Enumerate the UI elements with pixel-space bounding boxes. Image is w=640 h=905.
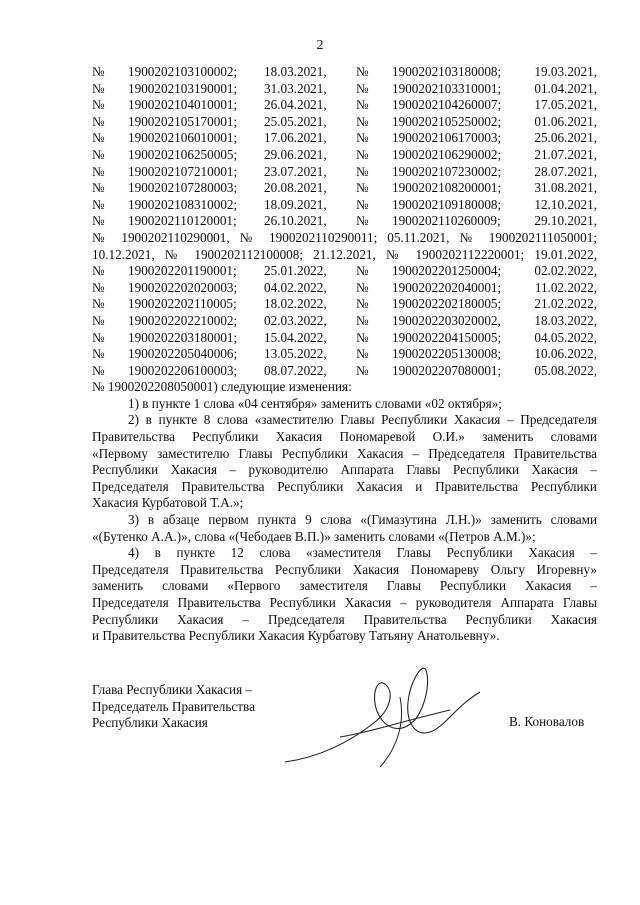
registry-row [92, 346, 597, 363]
signatory-title [92, 682, 255, 732]
registry-cell: 1900202202180005; [392, 296, 502, 312]
registry-cell: 23.07.2021, [264, 163, 327, 179]
registry-cell: 29.10.2021, [534, 213, 597, 229]
item-4-line: Председателя Правительства Республики Хакасия Пономареву Ольгу Игоревну» [92, 561, 597, 577]
tail-line: № 1900202208050001) следующие изменения: [92, 379, 352, 395]
registry-cell: № [356, 113, 369, 129]
item-2-line: Председателя Правительства Республики Хакасия и Правительства Республики [92, 478, 597, 494]
registry-cell: № [92, 113, 105, 129]
registry-cell: № [92, 80, 105, 96]
registry-cell: 26.10.2021, [264, 213, 327, 229]
registry-row [92, 296, 597, 313]
registry-row [92, 263, 597, 280]
registry-row [92, 114, 597, 131]
registry-row [92, 213, 597, 230]
registry-cell: 1900202207080001; [392, 362, 502, 378]
registry-cell: № [356, 130, 369, 146]
item-2-line: Республики Хакасия – руководителю Аппарата Главы Республики Хакасия – [92, 462, 597, 478]
registry-cell: 29.06.2021, [264, 146, 327, 162]
registry-cell: 02.02.2022, [534, 263, 597, 279]
registry-cell: 02.03.2022, [264, 312, 327, 328]
item-4-line: Председателя Правительства Республики Хакасия – руководителя Аппарата Главы [92, 595, 597, 610]
registry-cell: 1900202108310002; [128, 196, 238, 212]
item-2-line: «Первому заместителю Главы Республики Хакасия – Председателя Правительства [92, 445, 597, 461]
registry-row [92, 197, 597, 214]
signatory-title-line: Республики Хакасия [92, 715, 208, 731]
registry-cell: 1900202205040006; [128, 346, 238, 362]
registry-cell: 17.06.2021, [264, 130, 327, 146]
registry-cell: 21.02.2022, [534, 296, 597, 312]
registry-table-part1 [92, 64, 597, 230]
registry-cell: 28.07.2021, [534, 163, 597, 179]
item-3-line: 3) в абзаце первом пункта 9 слова «(Гимазутина Л.Н.)» заменить словами [128, 512, 597, 528]
registry-cell: 1900202202040001; [392, 279, 502, 295]
registry-cell: 12.10.2021, [534, 196, 597, 212]
registry-cell: № [356, 312, 369, 328]
registry-cell: 18.03.2022, [534, 312, 597, 328]
registry-cell: 1900202105170001; [128, 113, 238, 129]
registry-cell: № [356, 296, 369, 312]
registry-cell: 1900202202210002; [128, 312, 238, 328]
registry-cell: № [356, 80, 369, 96]
registry-row [92, 313, 597, 330]
registry-cell: № [92, 180, 105, 196]
signatory-title-line: Председатель Правительства [92, 698, 255, 714]
registry-cell: 1900202106290002; [392, 146, 502, 162]
registry-cell: № [92, 279, 105, 295]
registry-cell: № [356, 163, 369, 179]
registry-cell: 1900202103180008; [392, 64, 502, 79]
registry-cell: 25.05.2021, [264, 113, 327, 129]
registry-cell: № [92, 329, 105, 345]
registry-cell: 1900202108200001; [392, 180, 502, 196]
registry-cell: 18.03.2021, [264, 64, 327, 79]
registry-cell: 18.02.2022, [264, 296, 327, 312]
registry-cell: 1900202106250005; [128, 146, 238, 162]
registry-cell: 05.08.2022, [534, 362, 597, 378]
item-4-line: Республики Хакасия – Председателя Правительства Республики Хакасия [92, 611, 597, 627]
registry-cell: 21.07.2021, [534, 146, 597, 162]
registry-row [92, 147, 597, 164]
registry-cell: 31.08.2021, [534, 180, 597, 196]
registry-cell: 1900202110120001; [128, 213, 237, 229]
registry-cell: № [92, 346, 105, 362]
registry-row [92, 81, 597, 98]
registry-cell: 1900202107210001; [128, 163, 238, 179]
item-4-line: заменить словами «Первого заместителя Главы Республики Хакасия – [92, 578, 597, 594]
registry-cell: № [92, 263, 105, 279]
registry-row [92, 280, 597, 297]
registry-cell: № [92, 64, 105, 79]
registry-cell: 1900202103190001; [128, 80, 238, 96]
registry-cell: 25.06.2021, [534, 130, 597, 146]
item-4-line: и Правительства Республики Хакасия Курбатову Татьяну Анатольевну». [92, 628, 500, 644]
registry-cell: 31.03.2021, [264, 80, 327, 96]
registry-cell: № [92, 196, 105, 212]
registry-cell: 1900202103100002; [128, 64, 238, 79]
registry-cell: 1900202203180001; [128, 329, 238, 345]
registry-cell: № [92, 213, 105, 229]
registry-cell: 1900202104010001; [128, 97, 238, 113]
registry-cell: 1900202107230002; [392, 163, 502, 179]
item-2-line: Правительства Республики Хакасия Пономаревой О.И.» заменить словами [92, 429, 597, 445]
registry-cell: 04.02.2022, [264, 279, 327, 295]
registry-cell: 20.08.2021, [264, 180, 327, 196]
item-3-line: «(Бутенко А.А.)», слова «(Чебодаев В.П.)» заменить словами «(Петров А.М.)»; [92, 528, 536, 544]
registry-cell: 1900202110260009; [392, 213, 501, 229]
document-body [92, 64, 597, 645]
registry-row [92, 97, 597, 114]
registry-cell: 15.04.2022, [264, 329, 327, 345]
registry-table-part2 [92, 263, 597, 379]
registry-row [92, 330, 597, 347]
registry-cell: 1900202106010001; [128, 130, 238, 146]
signatory-name: В. Коновалов [509, 714, 585, 729]
registry-cell: 1900202106170003; [392, 130, 502, 146]
registry-cell: № [356, 346, 369, 362]
handwritten-signature [280, 662, 490, 772]
item-1: 1) в пункте 1 слова «04 сентября» заменить словами «02 октября»; [128, 395, 502, 411]
item-2-line: Хакасия Курбатовой Т.А.»; [92, 495, 244, 511]
registry-cell: № [356, 329, 369, 345]
item-4-line: 4) в пункте 12 слова «заместителя Главы Республики Хакасия – [128, 545, 597, 561]
registry-cell: 01.04.2021, [534, 80, 597, 96]
registry-cell: 1900202201250004; [392, 263, 502, 279]
registry-cell: 1900202203020002, [392, 312, 501, 328]
registry-cell: № [92, 362, 105, 378]
registry-cell: № [356, 196, 369, 212]
item-2-line: 2) в пункте 8 слова «заместителю Главы Республики Хакасия – Председателя [128, 412, 597, 428]
registry-cell: 1900202201190001; [128, 263, 237, 279]
registry-cell: 1900202109180008; [392, 196, 502, 212]
registry-cell: № [92, 130, 105, 146]
registry-cell: № [356, 362, 369, 378]
registry-cell: 1900202103310001; [392, 80, 502, 96]
registry-cell: 01.06.2021, [534, 113, 597, 129]
run-line-2: 10.12.2021, № 1900202112100008; 21.12.2021, № 1900202112220001; 19.01.2022, [92, 246, 597, 262]
registry-cell: 26.04.2021, [264, 97, 327, 113]
registry-cell: 25.01.2022, [264, 263, 327, 279]
registry-cell: 1900202104260007; [392, 97, 502, 113]
registry-cell: 1900202107280003; [128, 180, 238, 196]
registry-row [92, 180, 597, 197]
registry-row [92, 130, 597, 147]
registry-row [92, 64, 597, 81]
registry-cell: № [92, 97, 105, 113]
registry-cell: 1900202204150005; [392, 329, 502, 345]
registry-cell: 1900202206100003; [128, 362, 238, 378]
signatory-title-line: Глава Республики Хакасия – [92, 682, 253, 697]
registry-row [92, 164, 597, 181]
registry-cell: 1900202105250002; [392, 113, 502, 129]
registry-cell: № [356, 263, 369, 279]
registry-cell: № [356, 97, 369, 113]
registry-cell: 18.09.2021, [264, 196, 327, 212]
registry-cell: № [356, 64, 369, 79]
registry-cell: 19.03.2021, [534, 64, 597, 79]
registry-row [92, 363, 597, 380]
registry-cell: 13.05.2022, [264, 346, 327, 362]
registry-cell: 11.02.2022, [534, 279, 597, 295]
registry-cell: 04.05.2022, [534, 329, 597, 345]
registry-cell: № [356, 213, 369, 229]
registry-cell: 1900202205130008; [392, 346, 502, 362]
page-number: 2 [316, 38, 324, 53]
registry-cell: № [92, 312, 105, 328]
registry-cell: 08.07.2022, [264, 362, 327, 378]
registry-cell: № [92, 146, 105, 162]
registry-cell: 1900202202110005; [128, 296, 237, 312]
registry-cell: № [356, 180, 369, 196]
registry-cell: № [356, 146, 369, 162]
registry-cell: 10.06.2022, [534, 346, 597, 362]
registry-cell: № [92, 296, 105, 312]
registry-cell: 17.05.2021, [534, 97, 597, 113]
registry-cell: 1900202202020003; [128, 279, 238, 295]
registry-cell: № [356, 279, 369, 295]
run-line-1: № 1900202110290001, № 1900202110290011; 05.11.2021, № 1900202111050001; [92, 229, 597, 245]
registry-cell: № [92, 163, 105, 179]
